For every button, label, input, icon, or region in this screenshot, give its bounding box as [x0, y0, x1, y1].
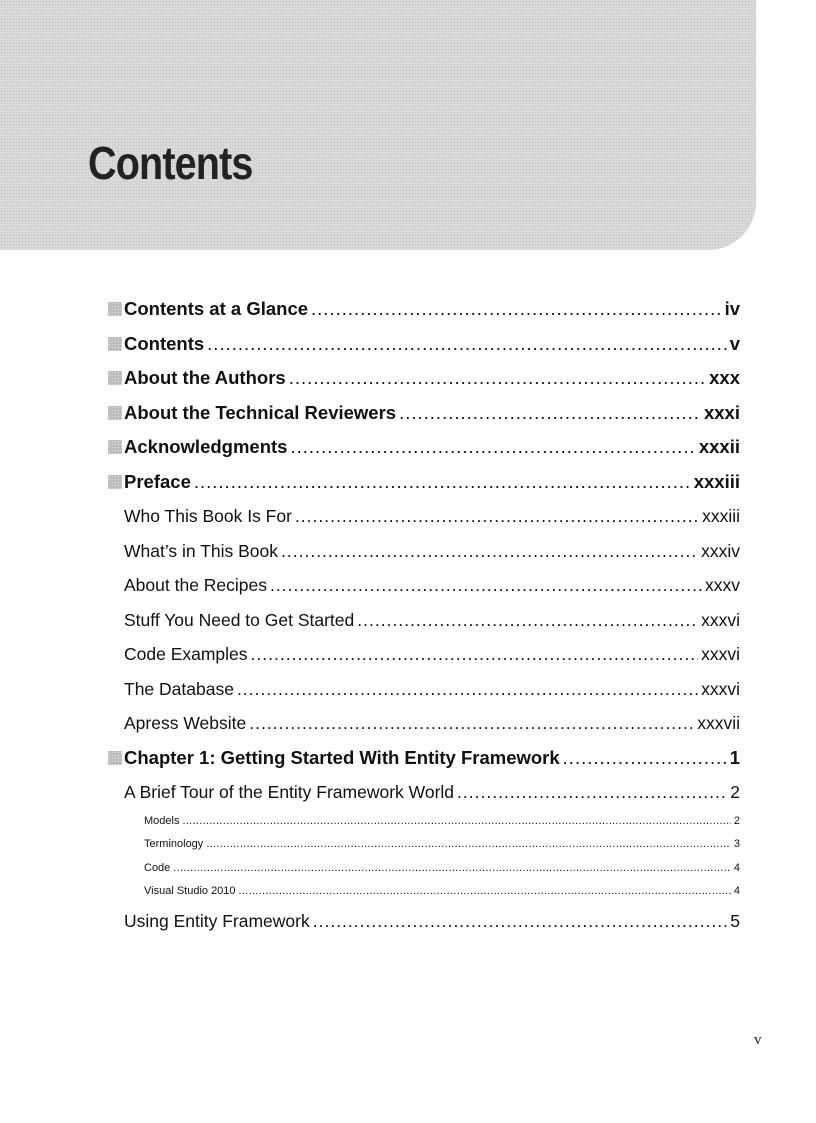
- toc-entry-page: xxxi: [703, 401, 740, 423]
- square-bullet-icon: [108, 440, 122, 454]
- square-bullet-icon: [108, 475, 122, 489]
- toc-entry-page: xxxvi: [701, 644, 740, 664]
- table-of-contents: [108, 292, 740, 938]
- toc-entry-page: xxxii: [698, 436, 740, 457]
- toc-entry-label: Using Entity Framework: [124, 910, 310, 931]
- dot-leader: [182, 810, 730, 834]
- square-bullet-icon: [108, 337, 122, 351]
- toc-entry-label: Contents: [124, 332, 205, 354]
- toc-entry-code[interactable]: [108, 857, 740, 881]
- dot-leader: [237, 672, 698, 707]
- dot-leader: [311, 292, 722, 327]
- toc-entry-label: Visual Studio 2010: [144, 885, 236, 897]
- toc-entry-label: Terminology: [144, 838, 204, 850]
- toc-entry-page: xxx: [709, 367, 740, 388]
- dot-leader: [457, 775, 727, 810]
- square-bullet-icon: [108, 371, 122, 385]
- page-number: v: [754, 1032, 762, 1048]
- toc-entry-page: 5: [730, 910, 740, 931]
- toc-entry-label: Contents at a Glance: [124, 298, 309, 319]
- toc-entry-about-the-recipes[interactable]: [108, 568, 740, 603]
- toc-entry-page: iv: [724, 298, 740, 319]
- dot-leader: [251, 637, 699, 672]
- dot-leader: [249, 706, 694, 741]
- toc-entry-whats-in-this-book[interactable]: [108, 534, 740, 569]
- toc-entry-page: v: [729, 332, 740, 354]
- toc-entry-page: xxxvii: [697, 713, 740, 733]
- toc-entry-apress-website[interactable]: [108, 706, 740, 741]
- page-title: Contents: [88, 137, 253, 189]
- toc-entry-label: Apress Website: [124, 713, 247, 733]
- toc-entry-page: xxxiv: [701, 540, 740, 561]
- toc-entry-page: 4: [733, 861, 740, 874]
- square-bullet-icon: [108, 406, 122, 420]
- toc-entry-contents[interactable]: [108, 327, 740, 362]
- toc-entry-stuff-you-need[interactable]: [108, 603, 740, 638]
- dot-leader: [239, 880, 731, 904]
- toc-entry-page: 2: [733, 814, 740, 827]
- toc-entry-using-entity-framework[interactable]: [108, 904, 740, 939]
- toc-entry-acknowledgments[interactable]: [108, 430, 740, 465]
- toc-entry-label: What’s in This Book: [124, 540, 279, 561]
- toc-entry-page: 1: [729, 746, 740, 768]
- toc-entry-label: Chapter 1: Getting Started With Entity Framework: [124, 746, 560, 768]
- dot-leader: [313, 904, 728, 939]
- toc-entry-brief-tour[interactable]: [108, 775, 740, 810]
- toc-entry-label: A Brief Tour of the Entity Framework World: [124, 782, 455, 802]
- toc-entry-page: xxxv: [705, 575, 740, 595]
- toc-entry-page: xxxiii: [702, 506, 740, 526]
- toc-entry-page: xxxvi: [701, 609, 740, 630]
- toc-entry-page: xxxvi: [701, 678, 740, 699]
- toc-entry-label: Code Examples: [124, 644, 248, 664]
- square-bullet-icon: [108, 302, 122, 316]
- toc-entry-page: 3: [733, 838, 740, 850]
- toc-entry-label: Code: [144, 861, 171, 874]
- chapter-header-band: [0, 0, 756, 250]
- dot-leader: [281, 534, 698, 569]
- toc-entry-label: About the Technical Reviewers: [124, 401, 397, 423]
- toc-entry-label: About the Authors: [124, 367, 286, 388]
- toc-entry-page: xxxiii: [693, 470, 740, 492]
- dot-leader: [290, 430, 695, 465]
- toc-entry-who-this-book-is-for[interactable]: [108, 499, 740, 534]
- dot-leader: [270, 568, 702, 603]
- dot-leader: [194, 465, 691, 500]
- toc-entry-chapter-1[interactable]: [108, 741, 740, 776]
- toc-entry-label: Models: [144, 814, 180, 827]
- dot-leader: [207, 327, 727, 362]
- dot-leader: [173, 857, 731, 881]
- dot-leader: [206, 833, 731, 857]
- dot-leader: [563, 741, 727, 776]
- dot-leader: [289, 361, 706, 396]
- toc-entry-the-database[interactable]: [108, 672, 740, 707]
- dot-leader: [357, 603, 698, 638]
- toc-entry-about-the-technical-reviewers[interactable]: [108, 396, 740, 431]
- square-bullet-icon: [108, 751, 122, 765]
- toc-entry-code-examples[interactable]: [108, 637, 740, 672]
- toc-entry-label: Acknowledgments: [124, 436, 288, 457]
- toc-entry-models[interactable]: [108, 810, 740, 834]
- toc-entry-label: The Database: [124, 678, 234, 699]
- toc-entry-contents-at-a-glance[interactable]: [108, 292, 740, 327]
- toc-entry-about-the-authors[interactable]: [108, 361, 740, 396]
- toc-entry-label: About the Recipes: [124, 575, 268, 595]
- toc-entry-label: Stuff You Need to Get Started: [124, 609, 355, 630]
- toc-entry-page: 4: [733, 885, 740, 897]
- toc-entry-page: 2: [730, 782, 740, 802]
- toc-entry-visual-studio-2010[interactable]: [108, 880, 740, 904]
- toc-entry-label: Who This Book Is For: [124, 506, 292, 526]
- toc-entry-terminology[interactable]: [108, 833, 740, 857]
- dot-leader: [399, 396, 701, 431]
- toc-entry-preface[interactable]: [108, 465, 740, 500]
- dot-leader: [295, 499, 699, 534]
- toc-entry-label: Preface: [124, 470, 191, 492]
